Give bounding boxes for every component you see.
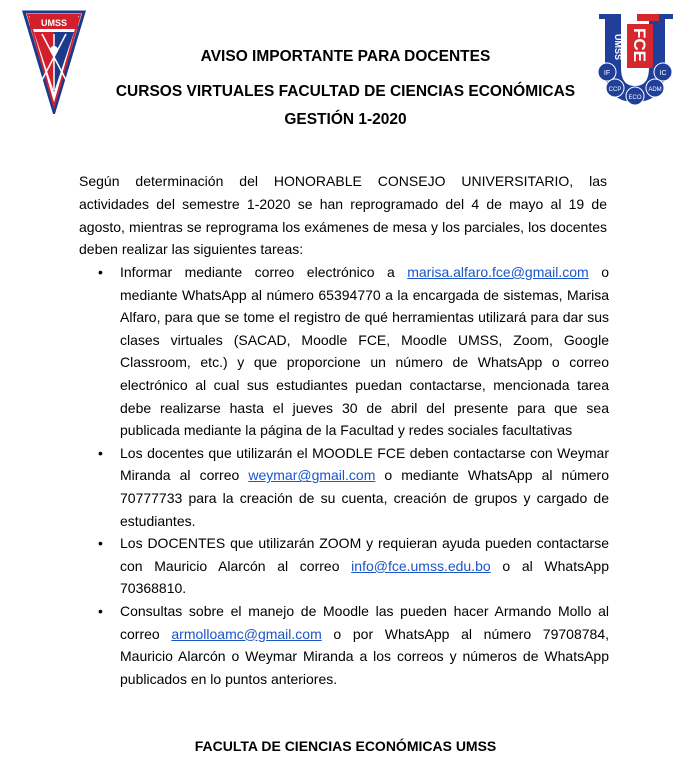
bullet-icon: • <box>98 264 103 280</box>
item-text-pre: Los docentes que utilizarán el MOODLE FCE deben contactarse con Weymar Miranda al correo <box>120 444 609 484</box>
item-text-pre: Los DOCENTES que utilizarán ZOOM y requieran ayuda pueden contactarse con Mauricio Alarcón al correo <box>120 535 609 574</box>
fce-tag-adm: ADM <box>648 87 662 93</box>
fce-tag-if: IF <box>603 70 611 77</box>
fce-tag-ic: IC <box>659 70 667 77</box>
item-text-pre: Informar mediante correo electrónico a <box>120 264 408 280</box>
intro-paragraph: Según determinación del HONORABLE CONSEJO UNIVERSITARIO, las actividades del semestre 1-2020 se han reprogramado del 4 de mayo al 19 de agosto, mientras se reprograma los exámenes de mesa y los parciales, los docentes deben realizar las siguientes tareas: <box>79 173 607 258</box>
title-line-2: CURSOS VIRTUALES FACULTAD DE CIENCIAS ECONÓMICAS <box>115 83 576 100</box>
fce-tag-ccp: CCP <box>608 87 622 93</box>
item-text-post: o al WhatsApp 70368810. <box>120 557 610 597</box>
umss-logo-text: UMSS <box>40 18 68 28</box>
email-link-marisa[interactable]: marisa.alfaro.fce@gmail.com <box>407 264 589 280</box>
item-text-post: o mediante WhatsApp al número 70777733 para la creación de su cuenta, creación de grupos y cargado de estudiantes. <box>120 467 609 529</box>
footer-text: FACULTA DE CIENCIAS ECONÓMICAS UMSS <box>194 738 497 754</box>
list-item <box>79 532 609 600</box>
bullet-icon: • <box>98 602 103 619</box>
fce-tag-eco: ECO <box>628 95 642 101</box>
email-link-armollo[interactable]: armolloamc@gmail.com <box>171 625 322 642</box>
bullet-icon: • <box>98 444 103 461</box>
item-text-post: o mediante WhatsApp al número 65394770 a la encargada de sistemas, Marisa Alfaro, para que se tome el registro de qué herramientas utilizará para dar sus clases virtuales (SACAD, Moodle FCE, Moodle UMSS, Zoom, Google Classroom, etc.) y que proporcione un número de WhatsApp o correo electrónico al cual sus estudiantes puedan contactarse, mencionada tarea debe realizarse hasta el jueves 30 de abril del presente para que sea publicada mediante la página de la Facultad y redes sociales facultativas <box>120 264 609 439</box>
fce-vertical-text: UMSS <box>613 34 623 61</box>
email-link-weymar[interactable]: weymar@gmail.com <box>248 467 376 484</box>
title-line-1: AVISO IMPORTANTE PARA DOCENTES <box>200 48 491 65</box>
item-text-post: o por WhatsApp al número 79708784, Mauricio Alarcón o Weymar Miranda a los correos y números de WhatsApp publicados en lo puntos anteriores. <box>120 625 609 687</box>
task-list <box>79 261 609 690</box>
bullet-icon: • <box>98 535 103 552</box>
list-item <box>79 600 609 690</box>
list-item <box>79 261 609 442</box>
item-text-pre: Consultas sobre el manejo de Moodle las pueden hacer Armando Mollo al correo <box>120 602 609 642</box>
list-item <box>79 442 609 532</box>
title-line-3: GESTIÓN 1-2020 <box>284 111 407 128</box>
email-link-info[interactable]: info@fce.umss.edu.bo <box>351 557 491 574</box>
fce-main-text: FCE <box>630 28 649 62</box>
